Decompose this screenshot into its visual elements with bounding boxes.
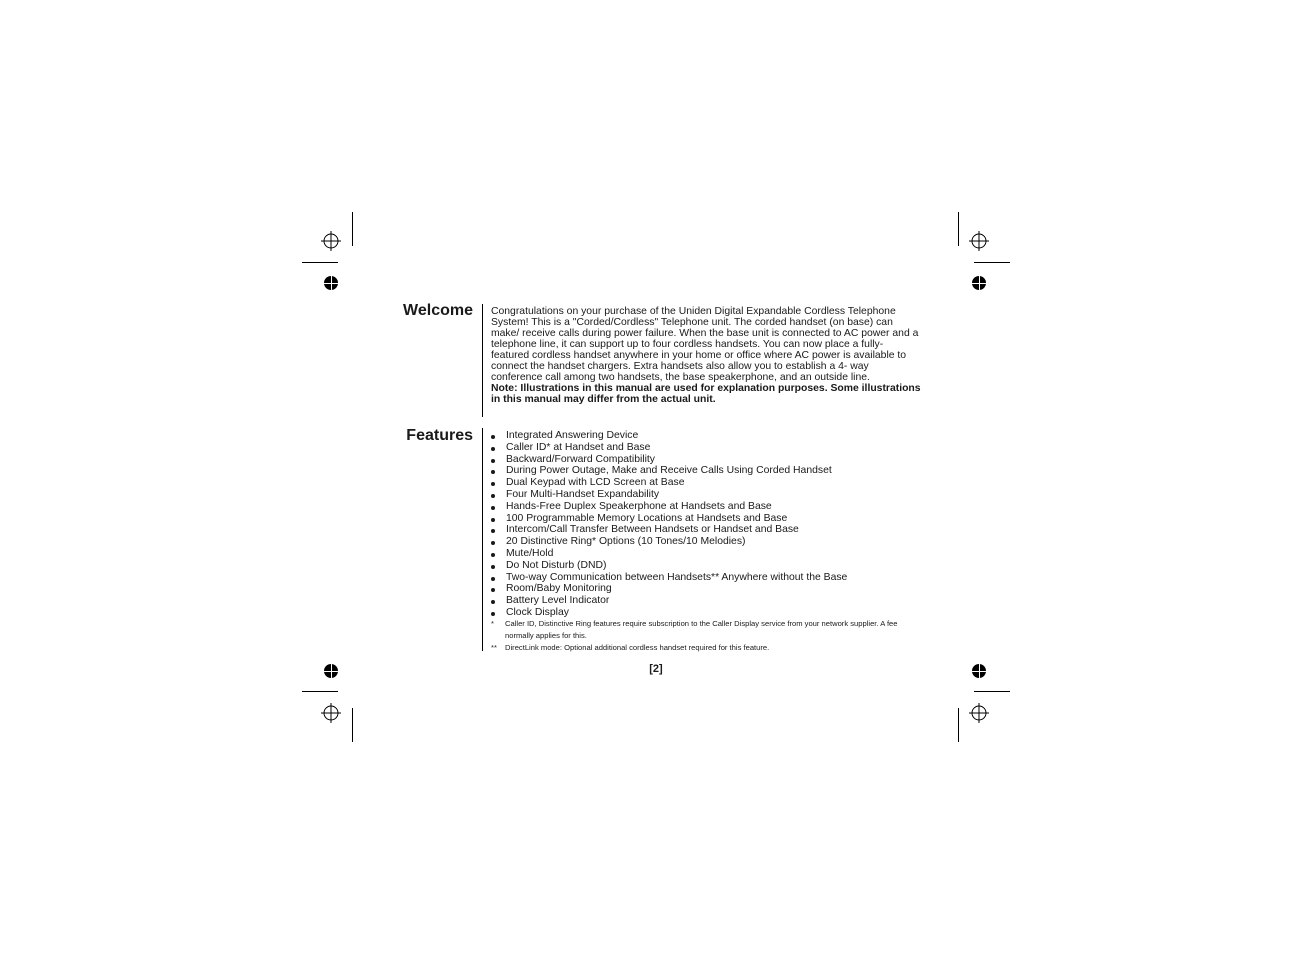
crop-line xyxy=(958,212,959,246)
crop-line xyxy=(302,262,338,263)
list-item: Hands-Free Duplex Speakerphone at Handsets and Base xyxy=(491,501,931,513)
features-list xyxy=(491,430,931,619)
list-item: During Power Outage, Make and Receive Calls Using Corded Handset xyxy=(491,465,931,477)
list-item: Two-way Communication between Handsets** Anywhere without the Base xyxy=(491,572,931,584)
welcome-heading: Welcome xyxy=(403,302,473,319)
bullet-icon xyxy=(491,529,495,533)
page-number: [2] xyxy=(649,663,663,675)
bullet-icon xyxy=(491,435,495,439)
list-item: 20 Distinctive Ring* Options (10 Tones/10 Melodies) xyxy=(491,536,931,548)
list-item: Room/Baby Monitoring xyxy=(491,583,931,595)
bullet-icon xyxy=(491,600,495,604)
bullet-icon xyxy=(491,447,495,451)
registration-target-icon xyxy=(321,703,341,723)
bullet-icon xyxy=(491,459,495,463)
footnote-text: Caller ID, Distinctive Ring features require subscription to the Caller Display service from your network supplier. A fee normally applies for this. xyxy=(505,619,898,640)
bullet-icon xyxy=(491,577,495,581)
footnote-mark: ** xyxy=(491,643,497,652)
section-divider xyxy=(482,428,483,651)
registration-target-icon xyxy=(321,231,341,251)
registration-target-icon xyxy=(969,703,989,723)
list-item: Do Not Disturb (DND) xyxy=(491,560,931,572)
list-item: 100 Programmable Memory Locations at Handsets and Base xyxy=(491,513,931,525)
bullet-icon xyxy=(491,553,495,557)
section-divider xyxy=(482,304,483,417)
list-item: Clock Display xyxy=(491,607,931,619)
registration-dot-icon xyxy=(972,276,986,290)
footnote-text: DirectLink mode: Optional additional cordless handset required for this feature. xyxy=(505,643,770,652)
list-item: Battery Level Indicator xyxy=(491,595,931,607)
bullet-icon xyxy=(491,482,495,486)
bullet-icon xyxy=(491,588,495,592)
list-item: Four Multi-Handset Expandability xyxy=(491,489,931,501)
features-heading: Features xyxy=(406,427,473,444)
crop-line xyxy=(352,212,353,246)
footnote xyxy=(491,642,921,654)
bullet-icon xyxy=(491,494,495,498)
list-item: Intercom/Call Transfer Between Handsets or Handset and Base xyxy=(491,524,931,536)
registration-target-icon xyxy=(969,231,989,251)
registration-dot-icon xyxy=(324,276,338,290)
bullet-icon xyxy=(491,541,495,545)
welcome-note: Note: Illustrations in this manual are used for explanation purposes. Some illustrations in this manual may differ from the actual unit. xyxy=(491,383,921,405)
crop-line xyxy=(302,691,338,692)
list-item: Dual Keypad with LCD Screen at Base xyxy=(491,477,931,489)
list-item: Backward/Forward Compatibility xyxy=(491,454,931,466)
crop-line xyxy=(974,691,1010,692)
bullet-icon xyxy=(491,518,495,522)
list-item: Mute/Hold xyxy=(491,548,931,560)
list-item: Integrated Answering Device xyxy=(491,430,931,442)
crop-line xyxy=(974,262,1010,263)
bullet-icon xyxy=(491,506,495,510)
bullet-icon xyxy=(491,565,495,569)
footnote-mark: * xyxy=(491,619,494,628)
registration-dot-icon xyxy=(324,664,338,678)
welcome-paragraph: Congratulations on your purchase of the Uniden Digital Expandable Cordless Telephone System! This is a "Corded/Cordless" Telephone unit. The corded handset (on base) can make/ receive calls during power failure. When the base unit is connected to AC power and a telephone line, it can support up to four cordless handsets. You can now place a fully- featured cordless handset anywhere in your home or office where AC power is available to connect the handset chargers. Extra handsets also allow you to establish a 4- way conference call among two handsets, the base speakerphone, and an outside line. xyxy=(491,306,919,383)
crop-line xyxy=(352,708,353,742)
crop-line xyxy=(958,708,959,742)
bullet-icon xyxy=(491,470,495,474)
list-item: Caller ID* at Handset and Base xyxy=(491,442,931,454)
bullet-icon xyxy=(491,612,495,616)
welcome-body xyxy=(491,306,921,405)
footnote xyxy=(491,618,921,642)
registration-dot-icon xyxy=(972,664,986,678)
